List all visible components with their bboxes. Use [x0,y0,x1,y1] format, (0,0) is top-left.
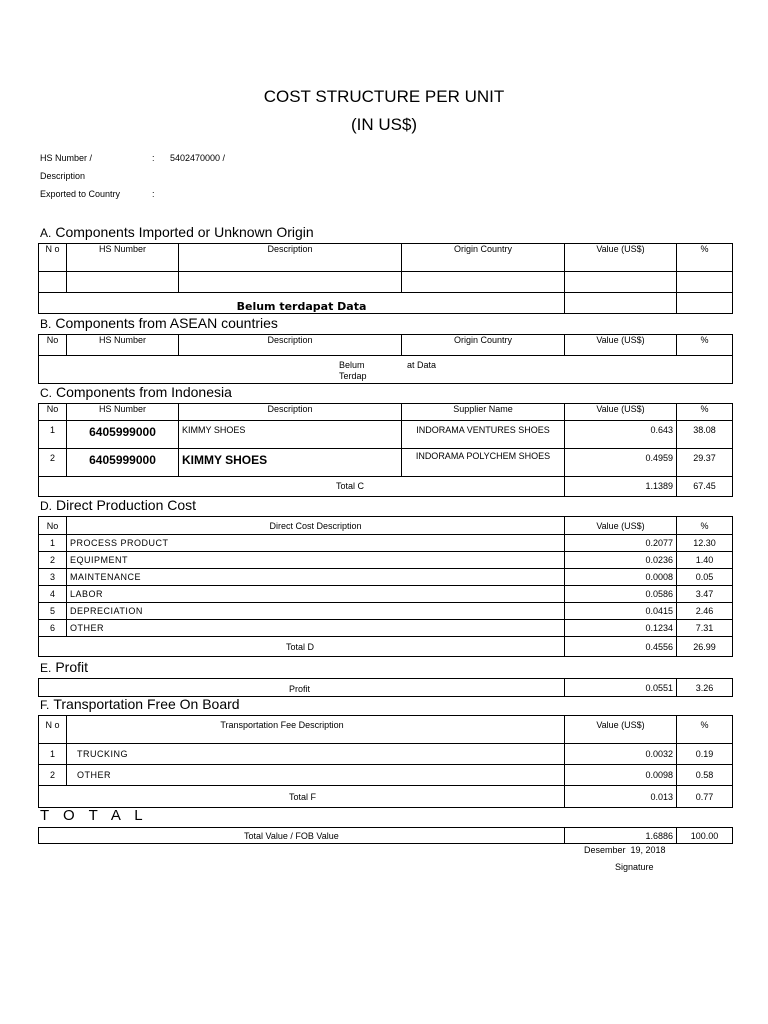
f-row-pct: 0.58 [677,765,733,786]
c-header-description: Description [179,404,402,421]
section-e-table [38,678,733,697]
section-d-table [38,516,733,657]
description-label: Description [40,171,86,181]
d-row-value: 0.2077 [565,535,677,552]
d-header-pct: % [677,517,733,535]
section-b-note-part1: Belum Terdap [339,360,367,381]
profit-pct: 3.26 [677,679,733,697]
f-row-value: 0.0098 [565,765,677,786]
table-row [39,744,733,765]
d-row-pct: 7.31 [677,620,733,637]
d-total-pct: 26.99 [677,637,733,657]
b-header-no: No [39,335,67,356]
d-row-pct: 12.30 [677,535,733,552]
d-row-description: PROCESS PRODUCT [67,535,565,552]
section-b-note-part2: at Data [407,360,437,370]
section-e-title: Profit [55,659,89,675]
a-header-description: Description [179,244,402,272]
b-header-value: Value (US$) [565,335,677,356]
document-date: Desember 19, 2018 [584,845,666,855]
table-row [39,603,733,620]
table-row [39,421,733,449]
f-header-description: Transportation Fee Description [67,716,565,744]
c-row2-no: 2 [39,449,67,477]
d-row-pct: 3.47 [677,586,733,603]
section-c-header-row [39,404,733,421]
section-b-header-row [39,335,733,356]
section-f-total-row [39,786,733,808]
f-row-pct: 0.19 [677,744,733,765]
f-row-description: OTHER [67,765,565,786]
section-b-heading [40,315,278,331]
section-c-heading [40,384,232,400]
d-row-description: EQUIPMENT [67,552,565,569]
c-row2-description: KIMMY SHOES [179,449,402,477]
section-f-heading [40,696,240,712]
c-row1-description: KIMMY SHOES [179,421,402,449]
section-b-table [38,334,733,384]
section-f-header-row [39,716,733,744]
section-c-title: Components from Indonesia [56,384,232,400]
c-total-value: 1.1389 [565,477,677,497]
section-e-row [39,679,733,697]
c-total-label: Total C [39,477,565,497]
f-header-value: Value (US$) [565,716,677,744]
section-c-letter: C. [40,386,52,400]
d-row-description: LABOR [67,586,565,603]
section-f-table [38,715,733,808]
b-header-pct: % [677,335,733,356]
section-a-empty-row [39,272,733,293]
f-row-description: TRUCKING [67,744,565,765]
a-header-pct: % [677,244,733,272]
f-row-no: 2 [39,765,67,786]
c-header-pct: % [677,404,733,421]
c-row2-value: 0.4959 [565,449,677,477]
c-row1-value: 0.643 [565,421,677,449]
total-value: 1.6886 [565,828,677,844]
section-b-note-row [39,356,733,384]
c-row2-pct: 29.37 [677,449,733,477]
d-row-pct: 1.40 [677,552,733,569]
c-row2-hs: 6405999000 [67,449,179,477]
d-total-label: Total D [39,637,565,657]
f-total-pct: 0.77 [677,786,733,808]
section-c-table [38,403,733,497]
f-row-value: 0.0032 [565,744,677,765]
d-row-description: DEPRECIATION [67,603,565,620]
total-pct: 100.00 [677,828,733,844]
d-row-value: 0.0586 [565,586,677,603]
d-total-value: 0.4556 [565,637,677,657]
d-row-value: 0.0415 [565,603,677,620]
total-table [38,827,733,844]
f-header-no: N o [39,716,67,744]
section-a-table [38,243,733,314]
f-total-value: 0.013 [565,786,677,808]
section-e-heading [40,659,88,675]
f-header-pct: % [677,716,733,744]
d-row-no: 4 [39,586,67,603]
table-row [39,552,733,569]
section-d-letter: D. [40,499,52,513]
f-total-label: Total F [39,786,565,808]
d-row-value: 0.0008 [565,569,677,586]
d-row-pct: 0.05 [677,569,733,586]
signature-label: Signature [615,862,654,872]
doc-title: COST STRUCTURE PER UNIT [263,87,505,106]
d-row-value: 0.0236 [565,552,677,569]
a-header-origin: Origin Country [402,244,565,272]
c-row1-supplier: INDORAMA VENTURES SHOES [402,421,565,449]
d-row-description: OTHER [67,620,565,637]
section-a-heading [40,224,314,240]
d-row-no: 6 [39,620,67,637]
c-total-pct: 67.45 [677,477,733,497]
b-header-origin: Origin Country [402,335,565,356]
total-heading: T O T A L [40,807,148,824]
c-header-hs: HS Number [67,404,179,421]
d-row-no: 5 [39,603,67,620]
table-row [39,535,733,552]
c-header-value: Value (US$) [565,404,677,421]
table-row [39,586,733,603]
section-a-note-row [39,293,733,314]
table-row [39,449,733,477]
f-row-no: 1 [39,744,67,765]
c-row1-hs: 6405999000 [67,421,179,449]
d-row-no: 1 [39,535,67,552]
profit-label: Profit [39,679,565,697]
section-b-letter: B. [40,317,52,331]
total-row [39,828,733,844]
exported-country-colon: : [152,189,155,199]
section-a-title: Components Imported or Unknown Origin [55,224,314,240]
d-header-value: Value (US$) [565,517,677,535]
table-row [39,620,733,637]
c-header-supplier: Supplier Name [402,404,565,421]
section-d-heading [40,497,196,513]
section-d-total-row [39,637,733,657]
d-header-no: No [39,517,67,535]
section-d-title: Direct Production Cost [56,497,197,513]
section-f-letter: F. [40,698,50,712]
c-row1-pct: 38.08 [677,421,733,449]
profit-value: 0.0551 [565,679,677,697]
section-c-total-row [39,477,733,497]
table-row [39,569,733,586]
section-e-letter: E. [40,661,52,675]
d-row-no: 2 [39,552,67,569]
a-header-value: Value (US$) [565,244,677,272]
b-header-description: Description [179,335,402,356]
a-header-no: N o [39,244,67,272]
section-a-letter: A. [40,226,52,240]
c-row2-supplier: INDORAMA POLYCHEM SHOES [402,449,565,477]
d-header-description: Direct Cost Description [67,517,565,535]
d-row-description: MAINTENANCE [67,569,565,586]
hs-number-value: 5402470000 / [170,153,226,163]
doc-subtitle: (IN US$) [350,115,418,134]
section-d-header-row [39,517,733,535]
section-a-header-row [39,244,733,272]
section-b-title: Components from ASEAN countries [55,315,278,331]
hs-number-label: HS Number / [40,153,93,163]
table-row [39,765,733,786]
exported-country-label: Exported to Country [40,189,121,199]
section-a-empty-note: Belum terdapat Data [39,293,565,314]
c-row1-no: 1 [39,421,67,449]
d-row-no: 3 [39,569,67,586]
hs-number-colon: : [152,153,155,163]
section-f-title: Transportation Free On Board [53,696,240,712]
total-label: Total Value / FOB Value [39,828,565,844]
b-header-hs: HS Number [67,335,179,356]
c-header-no: No [39,404,67,421]
d-row-value: 0.1234 [565,620,677,637]
a-header-hs: HS Number [67,244,179,272]
d-row-pct: 2.46 [677,603,733,620]
